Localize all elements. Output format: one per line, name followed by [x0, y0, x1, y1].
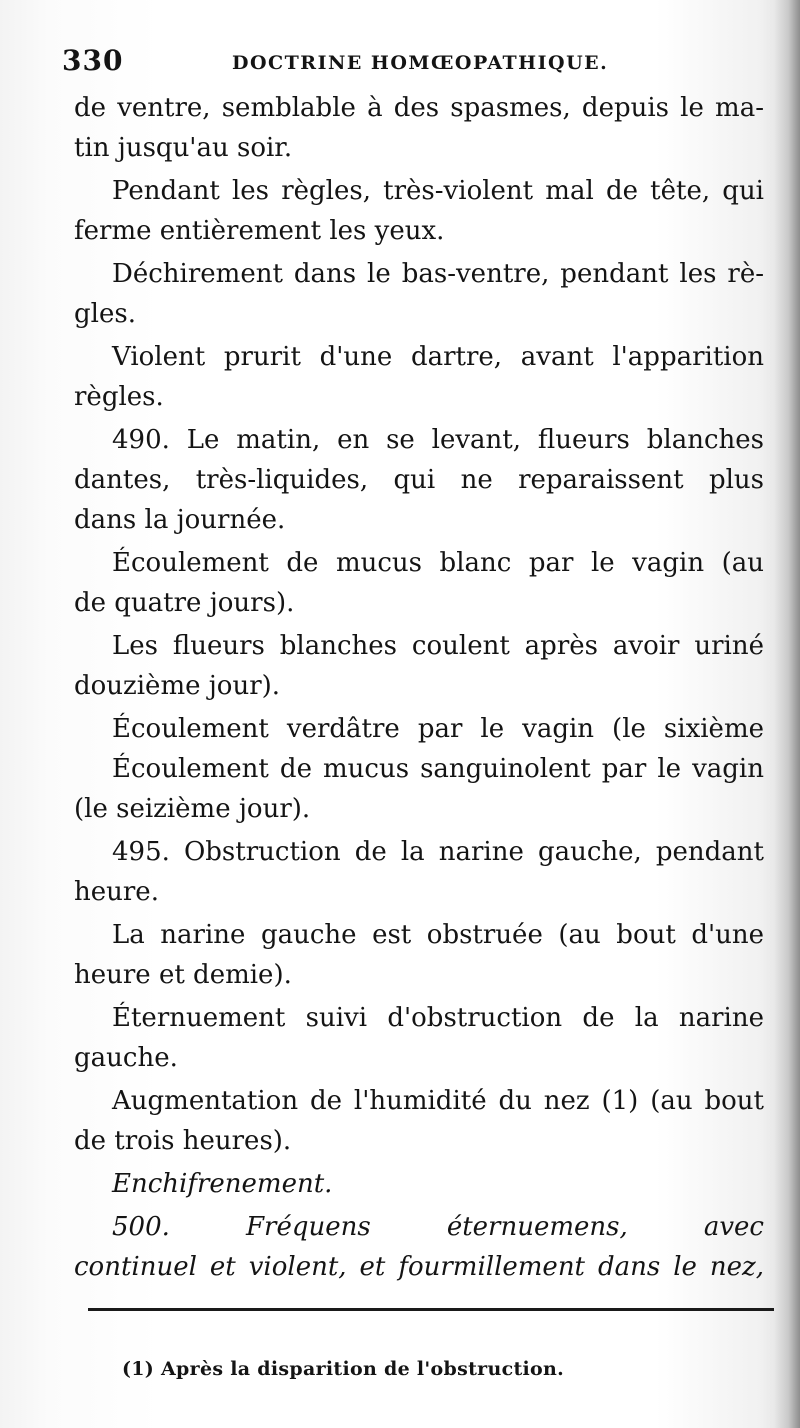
- text-line: douzième jour).: [74, 671, 281, 701]
- text-line: Violent prurit d'une dartre, avant l'apparition: [112, 342, 764, 372]
- text-line: continuel et violent, et fourmillement dans le nez,: [74, 1252, 764, 1282]
- text-line: de quatre jours).: [74, 588, 295, 618]
- text-line: Enchifrenement.: [112, 1169, 333, 1199]
- text-line: (le seizième jour).: [74, 794, 311, 824]
- page-header: [62, 44, 752, 84]
- text-line: dans la journée.: [74, 505, 286, 535]
- text-line: Les flueurs blanches coulent après avoir uriné: [112, 631, 764, 661]
- text-line: tin jusqu'au soir.: [74, 133, 293, 163]
- footnote: (1) Après la disparition de l'obstruction.: [122, 1358, 565, 1380]
- text-line: 490. Le matin, en se levant, flueurs blanches: [112, 425, 764, 455]
- text-line: heure et demie).: [74, 960, 292, 990]
- text-line: Pendant les règles, très-violent mal de tête, qui: [112, 176, 764, 206]
- text-line: La narine gauche est obstruée (au bout d'une: [112, 920, 764, 950]
- footnote-rule: [88, 1308, 774, 1311]
- text-line: Écoulement de mucus blanc par le vagin (au: [112, 548, 764, 578]
- text-line: heure.: [74, 877, 159, 907]
- text-line: de trois heures).: [74, 1126, 292, 1156]
- text-line: Déchirement dans le bas-ventre, pendant les rè-: [112, 259, 764, 289]
- text-line: Écoulement de mucus sanguinolent par le vagin: [112, 754, 764, 784]
- body-text: [74, 88, 764, 1287]
- text-line: gauche.: [74, 1043, 178, 1073]
- text-line: Écoulement verdâtre par le vagin (le sixième: [112, 714, 764, 744]
- text-line: 495. Obstruction de la narine gauche, pendant: [112, 837, 764, 867]
- page-edge-shadow: [774, 0, 800, 1428]
- text-line: de ventre, semblable à des spasmes, depuis le ma-: [74, 93, 764, 123]
- text-line: gles.: [74, 299, 136, 329]
- text-line: 500. Fréquens éternuemens, avec: [112, 1212, 764, 1242]
- page-number: 330: [62, 44, 124, 77]
- text-line: règles.: [74, 382, 164, 412]
- running-title: DOCTRINE HOMŒOPATHIQUE.: [232, 52, 609, 74]
- text-line: dantes, très-liquides, qui ne reparaissent plus: [74, 465, 764, 495]
- text-line: Augmentation de l'humidité du nez (1) (au bout: [112, 1086, 764, 1116]
- text-line: Éternuement suivi d'obstruction de la narine: [112, 1003, 764, 1033]
- text-line: ferme entièrement les yeux.: [74, 216, 445, 246]
